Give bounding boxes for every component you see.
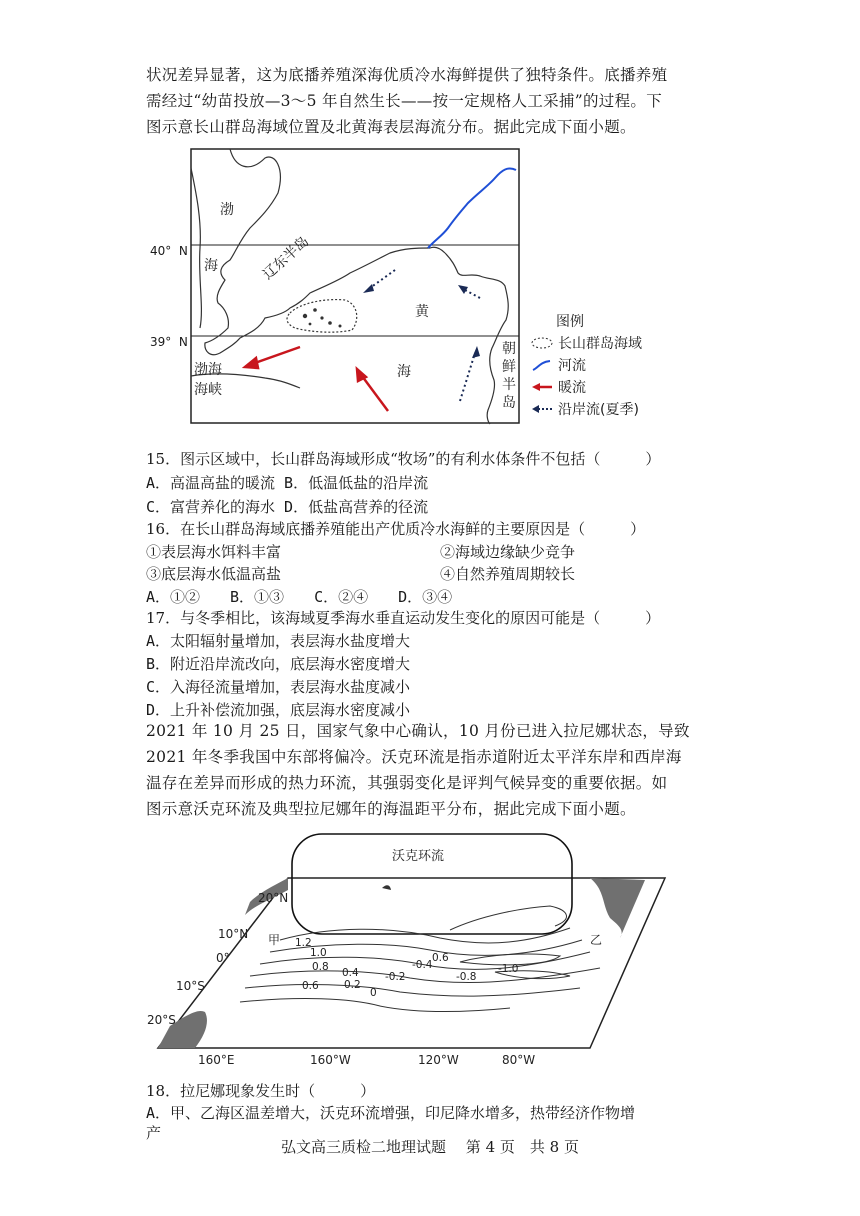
lat-10n: 10°N xyxy=(218,927,249,941)
contour-label-0.8: 0.8 xyxy=(312,961,329,973)
label-korea4: 岛 xyxy=(502,395,516,411)
lon-80w: 80°W xyxy=(502,1053,536,1067)
q15-stem: 15．图示区域中，长山群岛海域形成“牧场”的有利水体条件不包括（ ） xyxy=(146,450,661,468)
lat-0: 0° xyxy=(216,951,230,965)
q17-option-b: B．附近沿岸流改向，底层海水密度增大 xyxy=(146,655,411,673)
contour-label-0.4: 0.4 xyxy=(342,967,359,979)
intro-paragraph-1 xyxy=(146,62,726,140)
q16-stem: 16．在长山群岛海域底播养殖能出产优质冷水海鲜的主要原因是（ ） xyxy=(146,520,646,538)
legend-item-coastal: 沿岸流(夏季) xyxy=(530,398,642,420)
q17-stem: 17．与冬季相比，该海域夏季海水垂直运动发生变化的原因可能是（ ） xyxy=(146,609,661,627)
intro1-line2: 需经过“幼苗投放—3～5 年自然生长——按一定规格人工采捕”的过程。下 xyxy=(146,92,662,110)
q16-statement-2: ②海域边缘缺少竞争 xyxy=(440,543,576,561)
q15-options-cd: C．富营养化的海水 D．低盐高营养的径流 xyxy=(146,498,429,516)
label-strait2: 海峡 xyxy=(194,382,222,398)
lon-120w: 120°W xyxy=(418,1053,459,1067)
legend-item-warm: 暖流 xyxy=(530,376,642,398)
intro-paragraph-2 xyxy=(146,718,726,822)
legend-item-zone: 长山群岛海域 xyxy=(530,332,642,354)
lat-10s: 10°S xyxy=(176,979,205,993)
lat-20s: 20°S xyxy=(147,1013,176,1027)
q17-option-c: C．入海径流量增加，表层海水盐度减小 xyxy=(146,678,411,696)
q16-choices: A．①② B．①③ C．②④ D．③④ xyxy=(146,588,453,606)
changshan-islands-map xyxy=(190,148,520,424)
q17-option-d: D．上升补偿流加强，底层海水密度减小 xyxy=(146,701,411,719)
label-huang: 黄 xyxy=(415,304,429,320)
intro2-line1: 2021 年 10 月 25 日，国家气象中心确认，10 月份已进入拉尼娜状态，导致 xyxy=(146,722,690,740)
q16-statement-3: ③底层海水低温高盐 xyxy=(146,565,282,583)
label-korea3: 半 xyxy=(502,377,516,393)
label-korea2: 鲜 xyxy=(502,359,516,375)
page-footer: 弘文高三质检二地理试题 第 4 页 共 8 页 xyxy=(281,1138,579,1156)
q18-stem: 18．拉尼娜现象发生时（ ） xyxy=(146,1082,376,1100)
contour-label-neg1.0: -1.0 xyxy=(498,963,519,975)
q15-options-ab: A．高温高盐的暖流 B．低温低盐的沿岸流 xyxy=(146,474,429,492)
contour-label-neg0.4: -0.4 xyxy=(412,959,433,971)
q17-option-a: A．太阳辐射量增加，表层海水盐度增大 xyxy=(146,632,411,650)
lon-160w: 160°W xyxy=(310,1053,351,1067)
intro2-line3: 温存在差异而形成的热力环流，其强弱变化是评判气候异变的重要依据。如 xyxy=(146,774,668,792)
legend-title: 图例 xyxy=(556,314,584,330)
contour-label-0.6: 0.6 xyxy=(302,980,319,992)
label-bohai2: 海 xyxy=(204,258,218,274)
label-liaodong: 辽东半岛 xyxy=(259,233,313,283)
legend-item-river: 河流 xyxy=(530,354,642,376)
lat40-label: 40° N xyxy=(150,244,188,258)
contour-label-0.2: 0.2 xyxy=(344,979,361,991)
walker-circulation-map xyxy=(147,830,670,1070)
label-bohai1: 渤 xyxy=(220,202,234,218)
contour-label-0.6b: 0.6 xyxy=(432,952,449,964)
contour-label-1.0: 1.0 xyxy=(310,947,327,959)
contour-label-neg0.2: -0.2 xyxy=(385,971,406,983)
map1-frame xyxy=(191,149,519,423)
contour-label-1.2: 1.2 xyxy=(295,937,312,949)
lat-20n: 20°N xyxy=(258,891,289,905)
coastal-current-icon xyxy=(530,402,554,416)
intro1-line3: 图示意长山群岛海域位置及北黄海表层海流分布。据此完成下面小题。 xyxy=(146,118,636,136)
river-line-icon xyxy=(530,358,554,372)
intro2-line4: 图示意沃克环流及典型拉尼娜年的海温距平分布，据此完成下面小题。 xyxy=(146,800,636,818)
q16-statement-4: ④自然养殖周期较长 xyxy=(440,565,576,583)
lon-160e: 160°E xyxy=(198,1053,235,1067)
label-strait1: 渤海 xyxy=(194,362,222,378)
intro2-line2: 2021 年冬季我国中东部将偏冷。沃克环流是指赤道附近太平洋东岸和西岸海 xyxy=(146,748,682,766)
q16-statement-1: ①表层海水饵料丰富 xyxy=(146,543,282,561)
dotted-ellipse-icon xyxy=(530,336,554,350)
warm-current-icon xyxy=(530,380,554,394)
walker-title: 沃克环流 xyxy=(392,849,445,864)
contour-label-0: 0 xyxy=(370,987,377,999)
lat39-label: 39° N xyxy=(150,335,188,349)
q18-option-a-line1: A．甲、乙海区温差增大，沃克环流增强，印尼降水增多，热带经济作物增 xyxy=(146,1104,636,1122)
label-yi: 乙 xyxy=(590,933,603,947)
label-jia: 甲 xyxy=(268,933,281,947)
q18-option-a-line2: 产 xyxy=(146,1124,162,1142)
label-korea1: 朝 xyxy=(502,341,516,357)
map1-legend xyxy=(530,310,642,420)
contour-label-neg0.8: -0.8 xyxy=(456,971,477,983)
intro1-line1: 状况差异显著，这为底播养殖深海优质冷水海鲜提供了独特条件。底播养殖 xyxy=(146,66,668,84)
label-hai: 海 xyxy=(397,364,411,380)
